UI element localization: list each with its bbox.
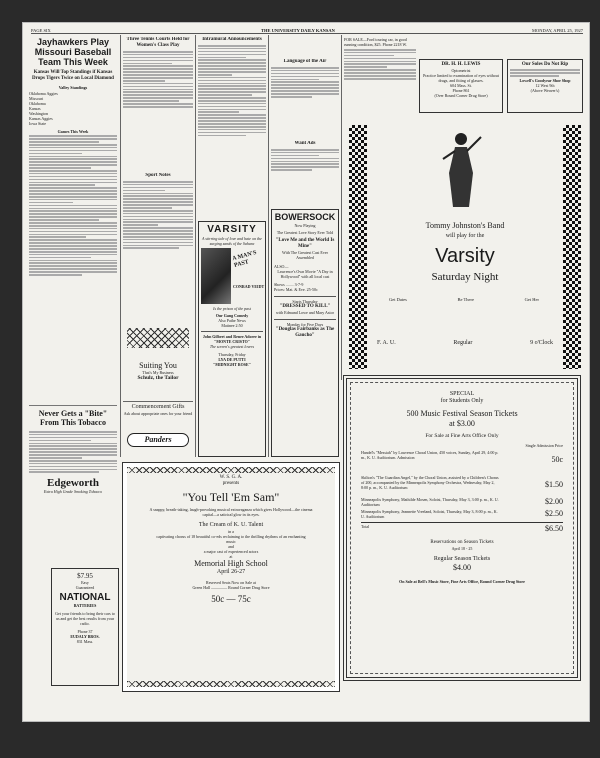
battery-product: BATTERIES (73, 603, 97, 608)
film-still-photo (201, 248, 231, 304)
newspaper-page (22, 22, 590, 722)
next-label: Starts Thursday (274, 296, 336, 304)
tagline: Get Her (524, 297, 539, 302)
festival-title: 500 Music Festival Season Tickets (406, 409, 518, 418)
film-promo (201, 248, 263, 304)
bowersock-tagline: The Greatest Love Story Ever Told (276, 230, 334, 235)
bowersock-cast: With The Greatest Cast Ever Assembled (282, 250, 328, 260)
standings-row: Washington (29, 111, 49, 116)
bowersock-ad (271, 209, 339, 457)
event-price: $2.00 (545, 497, 563, 506)
column-rule (268, 35, 269, 457)
classified-for-sale: FOR SALE—Ford touring car, in good running condition, $25. Phone 2218 W. (344, 37, 407, 47)
suiting-name: Schulz, the Tailor (137, 375, 179, 381)
total-row (361, 522, 563, 534)
want-ads (271, 141, 339, 201)
tobacco-brand: Edgeworth (47, 477, 99, 490)
masthead: THE UNIVERSITY DAILY KANSAN (261, 28, 335, 33)
reservations-dates: April 18 - 25 (451, 546, 473, 551)
ornate-border-bottom (127, 681, 335, 687)
tagline: Be There (457, 297, 475, 302)
varsity-logo: VARSITY (207, 224, 257, 235)
tennis-article (123, 37, 193, 167)
varsity-theater-ad (198, 221, 266, 457)
lewis-subtitle: Optometrist (451, 68, 471, 73)
reserved-seats: Reserved Seats Now on Sale at (206, 580, 256, 585)
tennis-headline: Three Tennis Courts Held for Women's Class Play (126, 37, 190, 48)
event-name: Minneapolis Symphony, Jeannette Vreeland, Soloist, Thursday, May 3, 8:00 p. m., K. U. Auditorium (361, 509, 498, 519)
sport-notes (123, 173, 193, 323)
ad-illustration (127, 328, 189, 348)
sports-headline: Jayhawkers Play Missouri Baseball Team This Week (34, 37, 112, 67)
ticket-prices: 50c — 75c (211, 594, 251, 604)
lewis-optometrist-ad (419, 59, 503, 113)
event-price: $2.50 (545, 509, 563, 518)
event-name: Minneapolis Symphony, Mathilde Mosen, Soloist, Thursday, May 3, 3:00 p. m., K. U. Auditorium (361, 497, 499, 507)
standings-table (29, 91, 117, 126)
battery-body: Get your friends to bring their cars to us and get the best results from your radio. (55, 611, 115, 626)
lewis-phone: Phone 861 (452, 88, 470, 93)
show-description: A snappy, breath-taking, laugh-provoking musical extravaganza which gives Hollywood—the cinema capital—a satirical glow in its eyes. (149, 507, 313, 517)
total-price: $6.50 (545, 524, 563, 533)
varsity-tagline: A stirring tale of love and hate on the surging sands of the Sahara (202, 236, 262, 246)
battery-line2: Guaranteed (75, 585, 95, 590)
page-number: PAGE SIX (31, 28, 51, 33)
footer-item: 9 o'Clock (530, 340, 553, 346)
special-label: SPECIAL (449, 391, 475, 397)
commencement-body: Ask about appropriate ones for your friend (123, 411, 193, 416)
bowersock-film: "Love Me and the World Is Mine" (275, 238, 335, 249)
reservations-label: Reservations on Season Tickets (430, 540, 494, 545)
stage-film: "MONTE CRISTO" (214, 339, 250, 344)
tobacco-tagline: Extra High Grade Smoking Tobacco (43, 489, 103, 495)
battery-dealer: EUDALY BROS. (70, 634, 100, 639)
tagline: Get Dates (389, 297, 407, 302)
ornate-border-top (127, 467, 335, 473)
footer-item: Regular (453, 340, 473, 346)
wsga-presents: presents (222, 481, 240, 486)
also-film: Lawrence's Own Movie "A Day in Hollywood" with all local cast (277, 269, 333, 279)
event-price: 50c (551, 455, 563, 464)
lewis-body: Practice limited to examination of eyes without drugs, and fitting of glasses. (423, 73, 499, 83)
commencement-title: Commencement Gifts (131, 404, 185, 410)
battery-address: 831 Mass. (76, 639, 94, 644)
stage-title: John Gilbert and Renee Adoree in (201, 331, 263, 339)
column-rule (341, 35, 342, 380)
lewis-note: (Over Round Corner Drug Store) (434, 93, 488, 98)
music-festival-ad (343, 375, 581, 681)
also-label: ALSO— (274, 264, 289, 269)
show-dates: April 26-27 (216, 569, 246, 575)
show-title: "You Tell 'Em Sam" (182, 490, 280, 504)
will-play: will play for the (445, 233, 485, 239)
total-label: Total (361, 524, 370, 529)
battery-price: $7.95 (77, 572, 93, 580)
page-header (31, 27, 583, 34)
want-ads-headline: Want Ads (294, 141, 316, 146)
single-admission-label: Single Admission Price (525, 443, 563, 448)
show-time: Matinee 2:50 (221, 323, 243, 328)
event-name: Skilton's "The Guardian Angel," by the Choral Union, assisted by a Children's Chorus of 200, accompanied by the Minneapolis Symphony Orchestra, Wednesday, May 2, 8:00 p. m., K. U. Auditorium (361, 475, 499, 490)
article-body (29, 135, 117, 275)
standings-row: Kansas Aggies (29, 116, 53, 121)
stage-note: The screen's greatest lovers (209, 344, 255, 349)
next2-label: Monday for Five Days (274, 319, 336, 327)
lewis-address: 604 Mass. St. (450, 83, 472, 88)
bowersock-logo: BOWERSOCK (274, 212, 336, 222)
festival-price: at $3.00 (449, 419, 475, 428)
dancer-illustration (439, 129, 483, 209)
column-rule (195, 35, 196, 457)
checker-border-left (349, 125, 367, 369)
dance-footer (377, 341, 553, 346)
shoe-shop-ad (507, 59, 583, 113)
event-row (361, 509, 563, 519)
film-star: CONRAD VEIDT (233, 284, 265, 289)
event-row (361, 450, 563, 470)
cream-of-talent: The Cream of K. U. Talent (198, 522, 264, 528)
band-name: Tommy Johnston's Band (425, 221, 505, 230)
suiting-body: That's My Business (142, 370, 174, 375)
in-label: in a (228, 529, 234, 534)
sport-notes-headline: Sport Notes (145, 173, 171, 178)
thursday-film: "MIDNIGHT ROSE" (213, 362, 251, 367)
language-article (271, 59, 339, 134)
column-rule (120, 35, 121, 457)
lewis-title: DR. H. H. LEWIS (441, 62, 481, 67)
battery-phone: Phone 37 (77, 629, 93, 634)
standings-title: Valley Standings (58, 85, 88, 90)
varsity-venue: Varsity (435, 245, 495, 267)
dance-taglines (389, 297, 539, 302)
varsity-dance-ad (349, 125, 581, 369)
on-sale-locations: On Sale at Bell's Music Store, Fine Arts Office, Round Corner Drug Store (399, 579, 525, 584)
standings-row: Oklahoma Aggies (29, 91, 58, 96)
at-label: at (229, 554, 233, 559)
shoe-shop-note: (Above Weaver's) (530, 87, 560, 93)
wsga-org: W. S. G. A. (219, 475, 243, 480)
intramural-headline: Intramural Announcements (202, 37, 262, 42)
tobacco-headline: Never Gets a "Bite" From This Tobacco (38, 409, 108, 427)
standings-row: Oklahoma (29, 101, 46, 106)
event-price: $1.50 (545, 480, 563, 489)
classifieds (344, 37, 416, 115)
tobacco-ad (29, 409, 117, 569)
checker-border-right (563, 125, 581, 369)
next2-film: "Douglas Fairbanks as The Gaucho" (275, 327, 335, 338)
event-row (361, 497, 563, 507)
sports-article (29, 37, 117, 407)
standings-row: Missouri (29, 96, 44, 101)
regular-price: $4.00 (453, 563, 471, 572)
language-headline: Language of the Air (283, 59, 327, 64)
chorus-description: captivating chorus of 18 beautiful co-eds reclaiming to the thrilling rhythms of an enchanting music (156, 534, 306, 544)
cast-description: a major cast of experienced actors (203, 549, 259, 554)
sports-subhead: Kansas Will Top Standings if Kansas Drops Tigers Twice on Local Diamond (32, 70, 114, 81)
suiting-ad (123, 361, 193, 397)
suiting-title: Suiting You (139, 361, 177, 370)
next-film: "DRESSED TO KILL" (279, 304, 331, 309)
footer-item: F. A. U. (377, 340, 396, 346)
soles-title: Our Soles Do Not Rip (521, 62, 569, 67)
commencement-ad (123, 401, 193, 429)
ticket-locations: Green Hall ———— Round Corner Drug Store (192, 585, 270, 590)
sale-location: For Sale at Fine Arts Office Only (425, 433, 499, 439)
regular-tickets: Regular Season Tickets (433, 556, 491, 562)
film-title: A MAN'S PAST (231, 249, 258, 269)
standings-row: Iowa State (29, 121, 46, 126)
event-name: Handel's "Messiah" by Lawrence Choral Union, 450 voices, Sunday, April 29, 4:00 p. m., K. U. Auditorium. Admission (361, 450, 499, 460)
now-playing: Now Playing (294, 223, 316, 228)
prices: Prices: Mat. & Eve. 25-50c (274, 287, 318, 292)
next-cast: with Edmund Lowe and Mary Astor (276, 310, 334, 315)
battery-line1: Easy (81, 580, 89, 585)
divider (29, 405, 117, 406)
venue: Memorial High School (194, 559, 268, 568)
wsga-ad (123, 463, 339, 691)
comedy-title: Our Gang Comedy (215, 313, 249, 318)
panders-logo: Panders (144, 435, 172, 444)
thursday-show: LYA DE PUTTI (218, 357, 246, 362)
national-batteries-ad (51, 568, 119, 686)
comedy-sub: Also Pathe News (218, 318, 246, 323)
film-note: Is the prison of the past (213, 306, 251, 311)
and-label: and (228, 544, 234, 549)
standings-row: Kansas (29, 106, 41, 111)
issue-date: MONDAY, APRIL 25, 1927 (532, 28, 583, 33)
shoe-shop-address: 12 West 9th (535, 82, 555, 88)
intramural-article (198, 37, 266, 217)
shoe-shop-name: Lowell's Goodyear Shoe Shop (519, 77, 571, 83)
panders-ad (127, 433, 189, 447)
students-only: for Students Only (440, 398, 484, 404)
shows: Shows ........ 3-7-9 (274, 282, 304, 287)
battery-brand: NATIONAL (59, 592, 111, 603)
event-row (361, 475, 563, 495)
thursday-label: Thursday, Friday (218, 352, 246, 357)
games-title: Games This Week (57, 129, 89, 134)
saturday-night: Saturday Night (431, 271, 499, 283)
